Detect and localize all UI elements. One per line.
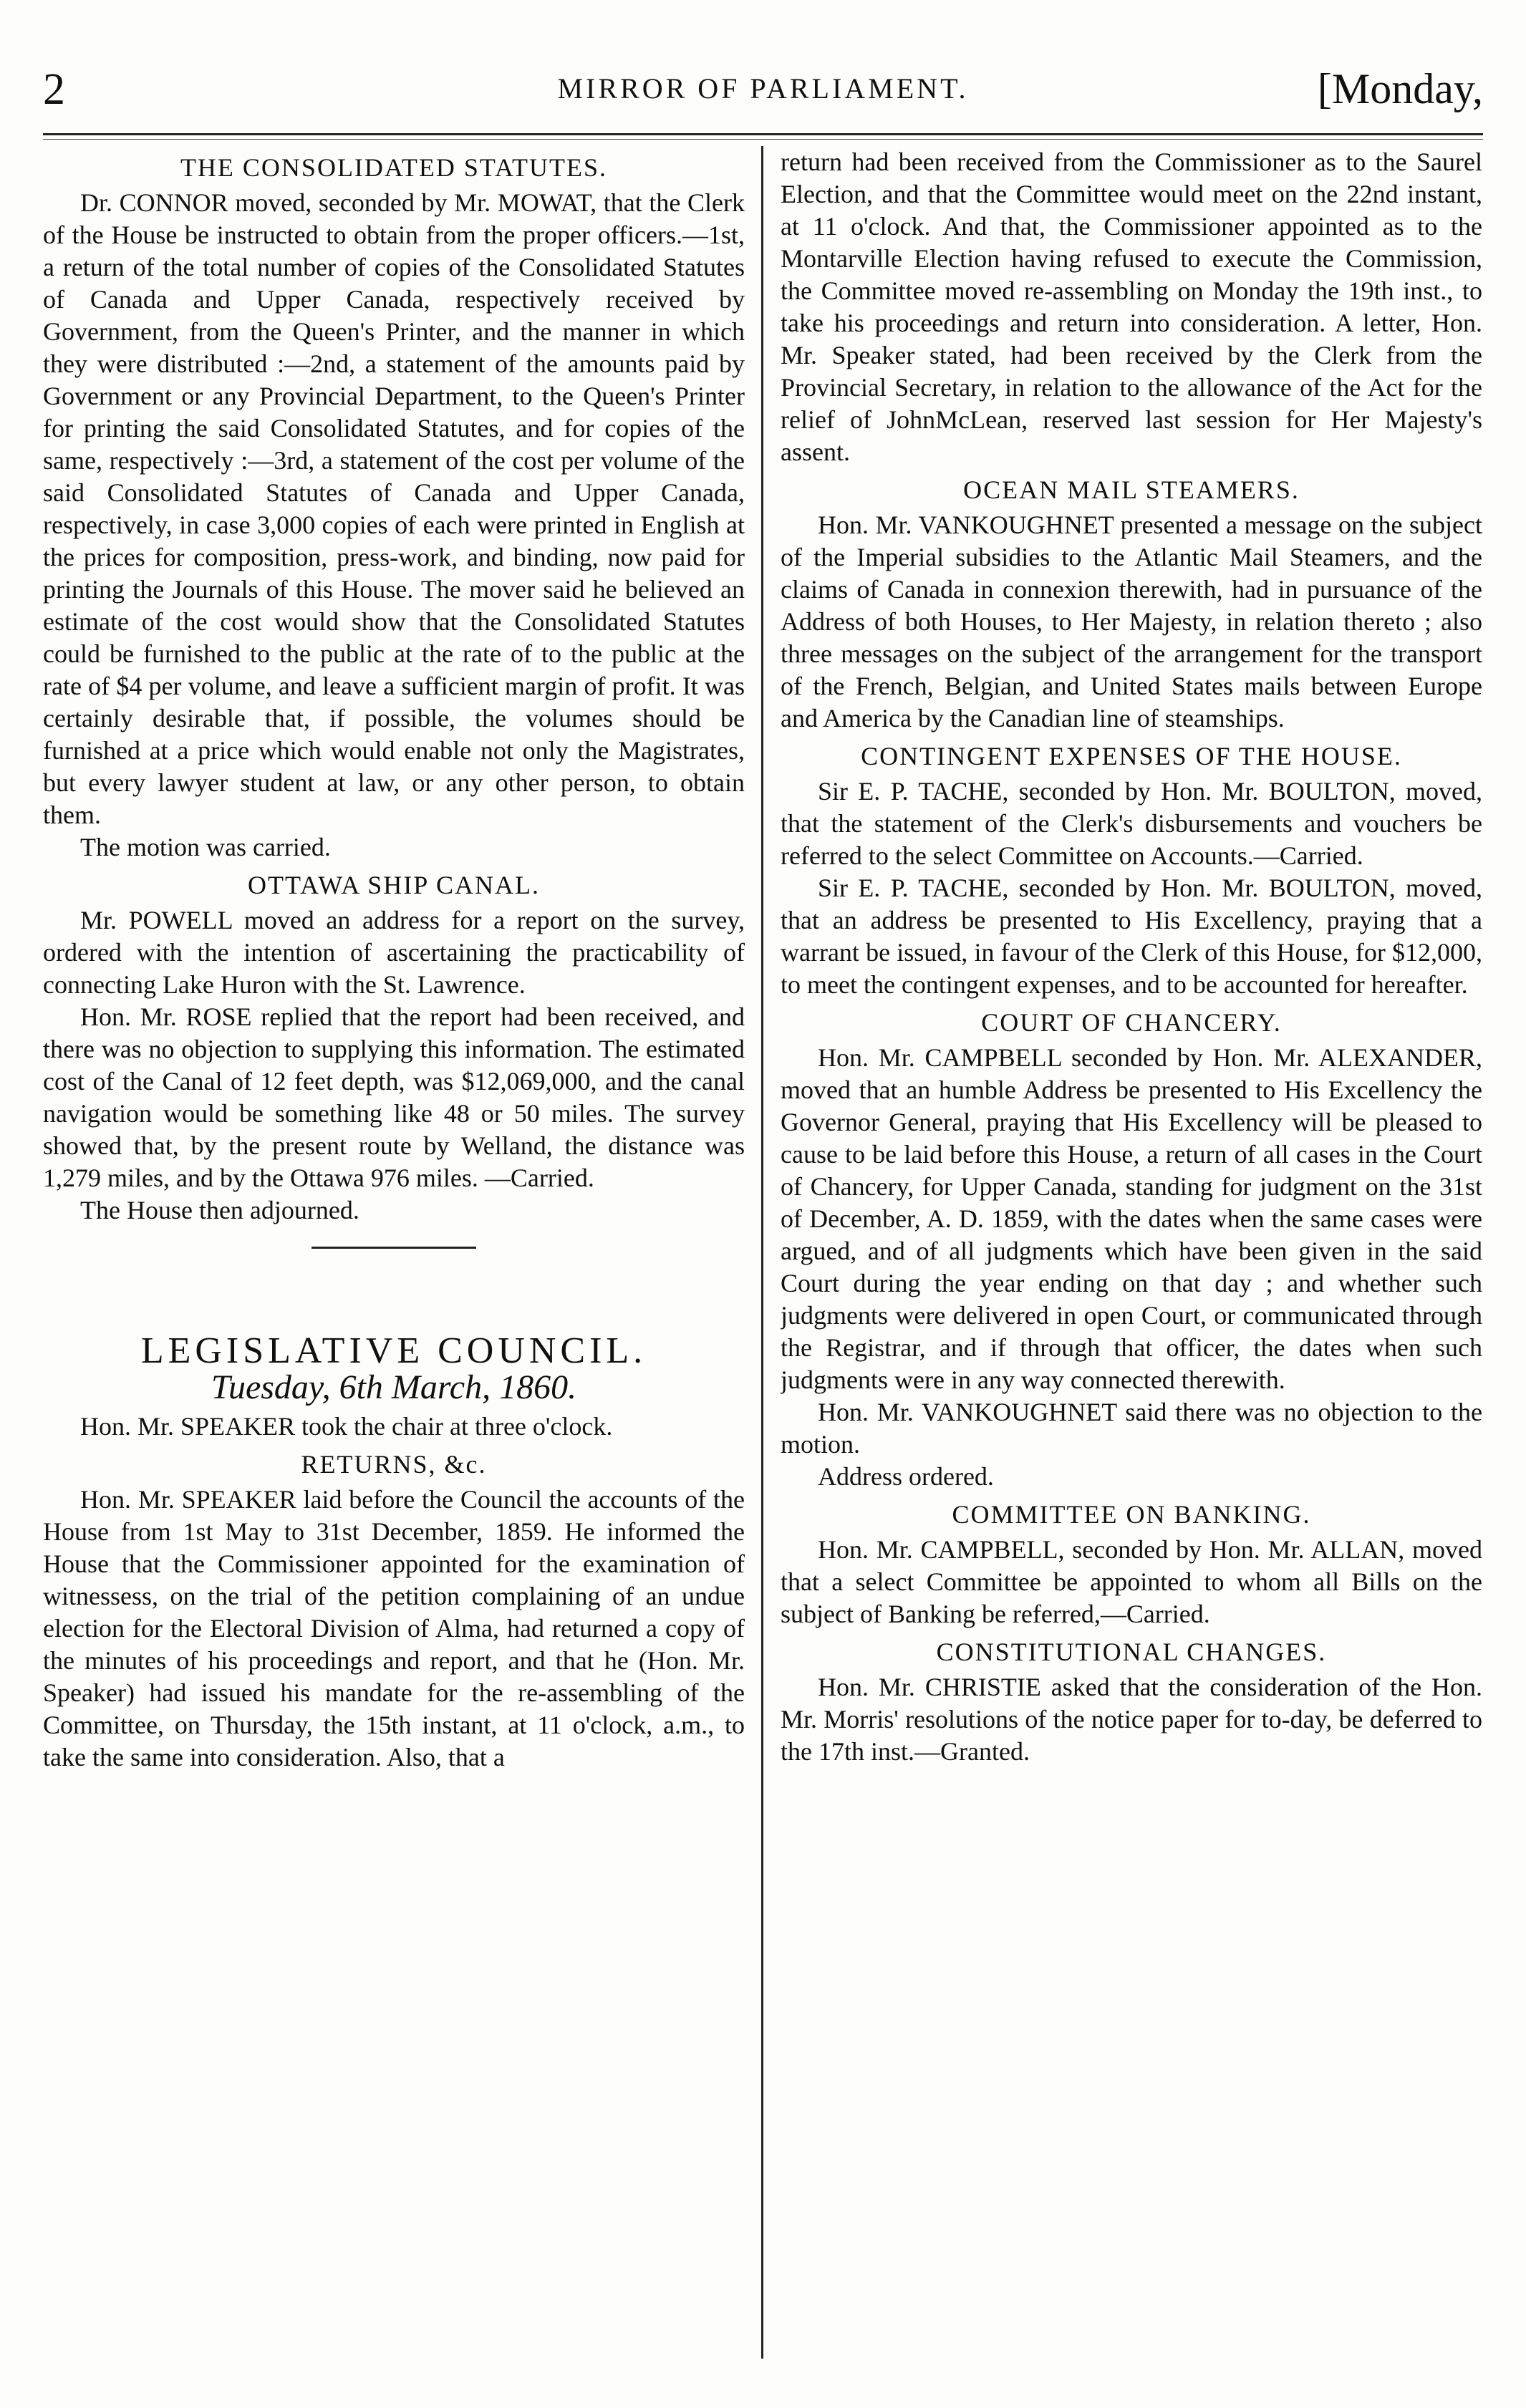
section-heading: THE CONSOLIDATED STATUTES. xyxy=(180,153,608,182)
paragraph-continued: return had been received from the Commissioner as to the Saurel Election, and that the Committee would meet on the 22nd instant, at 11 o'clock. And that, the Commissioner appointed as to the Montarville Election having refused to execute the Commission, the Committee moved re-assembling on Monday the 19th inst., to take his proceedings and return into consideration. A letter, Hon. Mr. Speaker stated, had been received by the Clerk from the Provincial Secretary, in relation to the allowance of the Act for the relief of JohnMcLean, reserved last session for Her Majesty's assent. xyxy=(781,148,1482,466)
section-heading: OTTAWA SHIP CANAL. xyxy=(248,871,540,899)
right-column xyxy=(781,146,1482,2359)
major-heading: LEGISLATIVE COUNCIL. xyxy=(140,1330,647,1371)
header-rule xyxy=(43,133,1483,135)
header-rule-thin xyxy=(43,139,1483,140)
paragraph: The motion was carried. xyxy=(80,833,331,861)
section-heading: RETURNS, &c. xyxy=(301,1450,487,1479)
paragraph: Dr. CONNOR moved, seconded by Mr. MOWAT, that the Clerk of the House be instructed to obtain from the proper officers.—1st, a return of the total number of copies of the Consolidated Statutes of Canada and Upper Canada, respectively received by Government, from the Queen's Printer, and the manner in which they were distributed :—2nd, a statement of the amounts paid by Government or any Provincial Department, to the Queen's Printer for printing the said Consolidated Statutes, and for copies of the same, respectively :—3rd, a statement of the cost per volume of the said Consolidated Statutes of Canada and Upper Canada, respectively, in case 3,000 copies of each were printed in English at the prices for composition, press-work, and binding, now paid for printing the Journals of this House. The mover said he believed an estimate of the cost would show that the Consolidated Statutes could be furnished to the public at the rate of to the public at the rate of $4 per volume, and leave a sufficient margin of profit. It was certainly desirable that, if possible, the volumes should be furnished at a price which would enable not only the Magistrates, but every lawyer student at law, or any other person, to obtain them. xyxy=(43,188,745,829)
session-date: Tuesday, 6th March, 1860. xyxy=(211,1368,577,1406)
paragraph: Hon. Mr. SPEAKER took the chair at three o'clock. xyxy=(80,1412,613,1441)
section-heading: COMMITTEE ON BANKING. xyxy=(952,1500,1311,1529)
paragraph: Sir E. P. TACHE, seconded by Hon. Mr. BOULTON, moved, that an address be presented to His Excellency, praying that a warrant be issued, in favour of the Clerk of this House, for $12,000, to meet the contingent expenses, and to be accounted for hereafter. xyxy=(781,874,1482,999)
section-heading: OCEAN MAIL STEAMERS. xyxy=(963,475,1300,504)
paragraph: Hon. Mr. ROSE replied that the report had been received, and there was no objection to supplying this information. The estimated cost of the Canal of 12 feet depth, was $12,069,000, and the canal navigation would be something like 48 or 50 miles. The survey showed that, by the present route by Welland, the distance was 1,279 miles, and by the Ottawa 976 miles. —Carried. xyxy=(43,1002,745,1192)
paragraph: Hon. Mr. VANKOUGHNET said there was no objection to the motion. xyxy=(781,1398,1482,1459)
column-divider xyxy=(761,146,763,2359)
paragraph: Hon. Mr. VANKOUGHNET presented a message on the subject of the Imperial subsidies to the Atlantic Mail Steamers, and the claims of Canada in connexion therewith, had in pursuance of the Address of both Houses, to Her Majesty, in relation thereto ; also three messages on the subject of the arrangement for the transport of the French, Belgian, and United States mails between Europe and America by the Canadian line of steamships. xyxy=(781,511,1482,732)
paragraph: Hon. Mr. CHRISTIE asked that the consideration of the Hon. Mr. Morris' resolutions of the notice paper for to-day, be deferred to the 17th inst.—Granted. xyxy=(781,1673,1482,1766)
paragraph: Sir E. P. TACHE, seconded by Hon. Mr. BOULTON, moved, that the statement of the Clerk's disbursements and vouchers be referred to the select Committee on Accounts.—Carried. xyxy=(781,777,1482,870)
section-separator xyxy=(312,1247,476,1249)
section-heading: CONTINGENT EXPENSES OF THE HOUSE. xyxy=(861,742,1402,770)
section-heading: COURT OF CHANCERY. xyxy=(981,1008,1282,1037)
page-header xyxy=(43,64,1483,122)
paragraph: Hon. Mr. SPEAKER laid before the Council the accounts of the House from 1st May to 31st December, 1859. He informed the House that the Commissioner appointed for the examination of witnessess, on the trial of the petition complaining of an undue election for the Electoral Division of Alma, had returned a copy of the minutes of his proceedings and report, and that he (Hon. Mr. Speaker) had issued his mandate for the re-assembling of the Committee, on Thursday, the 15th instant, at 11 o'clock, a.m., to take the same into consideration. Also, that a xyxy=(43,1485,745,1771)
header-day: [Monday, xyxy=(1317,65,1483,112)
paragraph: The House then adjourned. xyxy=(80,1196,359,1224)
paragraph: Hon. Mr. CAMPBELL seconded by Hon. Mr. ALEXANDER, moved that an humble Address be presented to His Excellency the Governor General, praying that His Excellency will be pleased to cause to be laid before this House, a return of all cases in the Court of Chancery, for Upper Canada, standing for judgment on the 31st of December, A. D. 1859, with the dates when the same cases were argued, and of all judgments which have been given in the said Court during the year ending on that day ; and whether such judgments were delivered in open Court, or communicated through the Registrar, and if through that officer, the dates when such judgments were in any way connected therewith. xyxy=(781,1043,1482,1394)
paragraph: Address ordered. xyxy=(818,1462,994,1491)
publication-title: MIRROR OF PARLIAMENT. xyxy=(557,72,969,105)
paragraph: Mr. POWELL moved an address for a report on the survey, ordered with the intention of ascertaining the practicability of connecting Lake Huron with the St. Lawrence. xyxy=(43,906,745,999)
page-number: 2 xyxy=(43,65,65,114)
section-heading: CONSTITUTIONAL CHANGES. xyxy=(936,1638,1327,1666)
left-column xyxy=(43,146,745,2359)
paragraph: Hon. Mr. CAMPBELL, seconded by Hon. Mr. ALLAN, moved that a select Committee be appointed to whom all Bills on the subject of Banking be referred,—Carried. xyxy=(781,1535,1482,1628)
